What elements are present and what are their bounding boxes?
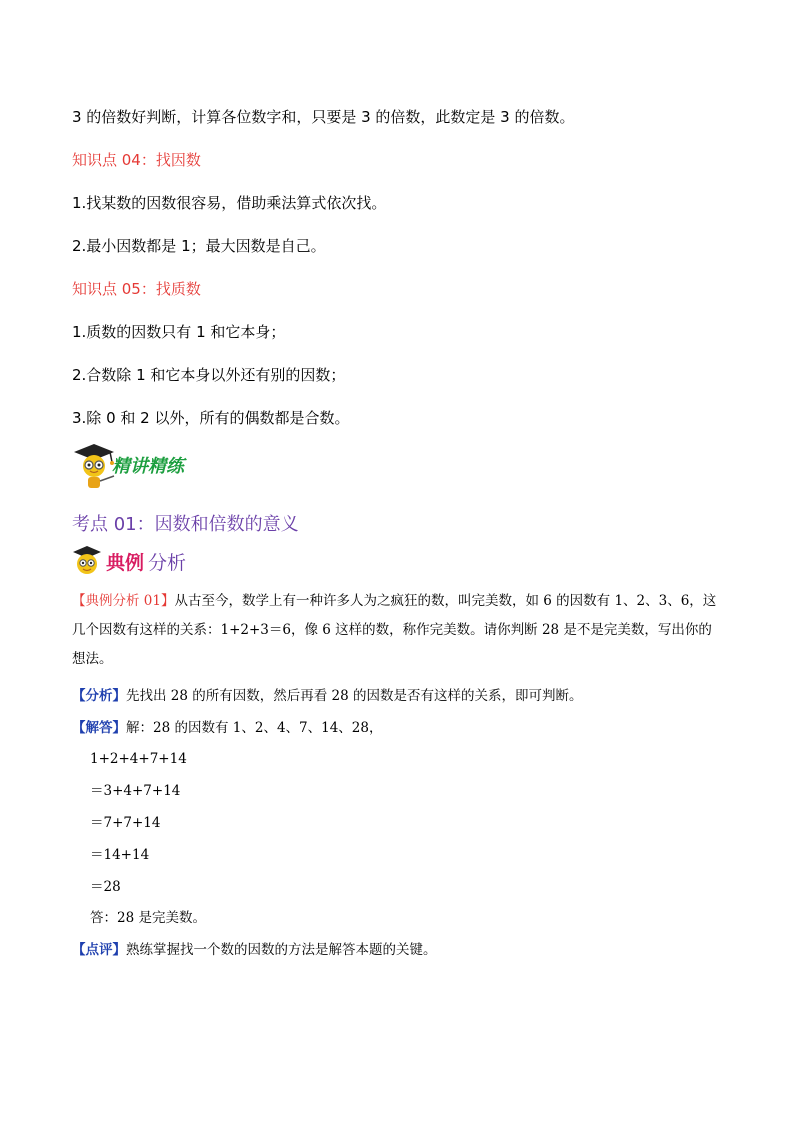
text-line-k05-3: 3.除 0 和 2 以外，所有的偶数都是合数。 [72,409,350,427]
answer-step-2: ＝3+4+7+14 [90,783,181,799]
text-line-multiples-of-3: 3 的倍数好判断，计算各位数字和，只要是 3 的倍数，此数定是 3 的倍数。 [72,108,575,126]
kaodian-01-heading: 考点 01：因数和倍数的意义 [72,514,299,535]
text-line-k04-2: 2.最小因数都是 1；最大因数是自己。 [72,237,326,255]
answer-step-5: ＝28 [90,879,121,895]
answer-step-4: ＝14+14 [90,847,150,863]
banner-dianli-fenxi [70,544,220,578]
text-line-k05-1: 1.质数的因数只有 1 和它本身； [72,323,286,341]
answer-text: 解：28 的因数有 1、2、4、7、14、28， [126,720,383,736]
analysis-line [72,686,583,706]
answer-tag: 【解答】 [72,720,126,736]
comment-line [72,940,437,960]
answer-line [72,718,382,738]
example-tag: 【典例分析 01】 [72,593,175,609]
banner-jingjiang-jinglian [70,440,230,492]
text-line-k04-1: 1.找某数的因数很容易，借助乘法算式依次找。 [72,194,387,212]
mascot-icon [70,440,118,492]
banner-dianli-text: 典例 [106,552,145,574]
heading-knowledge-04: 知识点 04：找因数 [72,151,201,169]
comment-text: 熟练掌握找一个数的因数的方法是解答本题的关键。 [126,942,437,958]
example-paragraph [72,587,724,674]
scholar-icon [70,544,104,576]
analysis-text: 先找出 28 的所有因数，然后再看 28 的因数是否有这样的关系，即可判断。 [126,688,583,704]
example-text: 从古至今，数学上有一种许多人为之疯狂的数，叫完美数，如 6 的因数有 1、2、3、6，这几个因数有这样的关系：1+2+3＝6，像 6 这样的数，称作完美数。请你判断 28 是不是完美数，写出你的想法。 [72,593,717,667]
answer-conclusion: 答：28 是完美数。 [90,910,206,926]
answer-step-1: 1+2+4+7+14 [90,751,187,767]
analysis-tag: 【分析】 [72,688,126,704]
answer-step-3: ＝7+7+14 [90,815,161,831]
comment-tag: 【点评】 [72,942,126,958]
heading-knowledge-05: 知识点 05：找质数 [72,280,201,298]
banner-jingjiang-jinglian-text: 精讲精练 [112,456,184,477]
text-line-k05-2: 2.合数除 1 和它本身以外还有别的因数； [72,366,346,384]
banner-fenxi-text: 分析 [148,552,187,574]
